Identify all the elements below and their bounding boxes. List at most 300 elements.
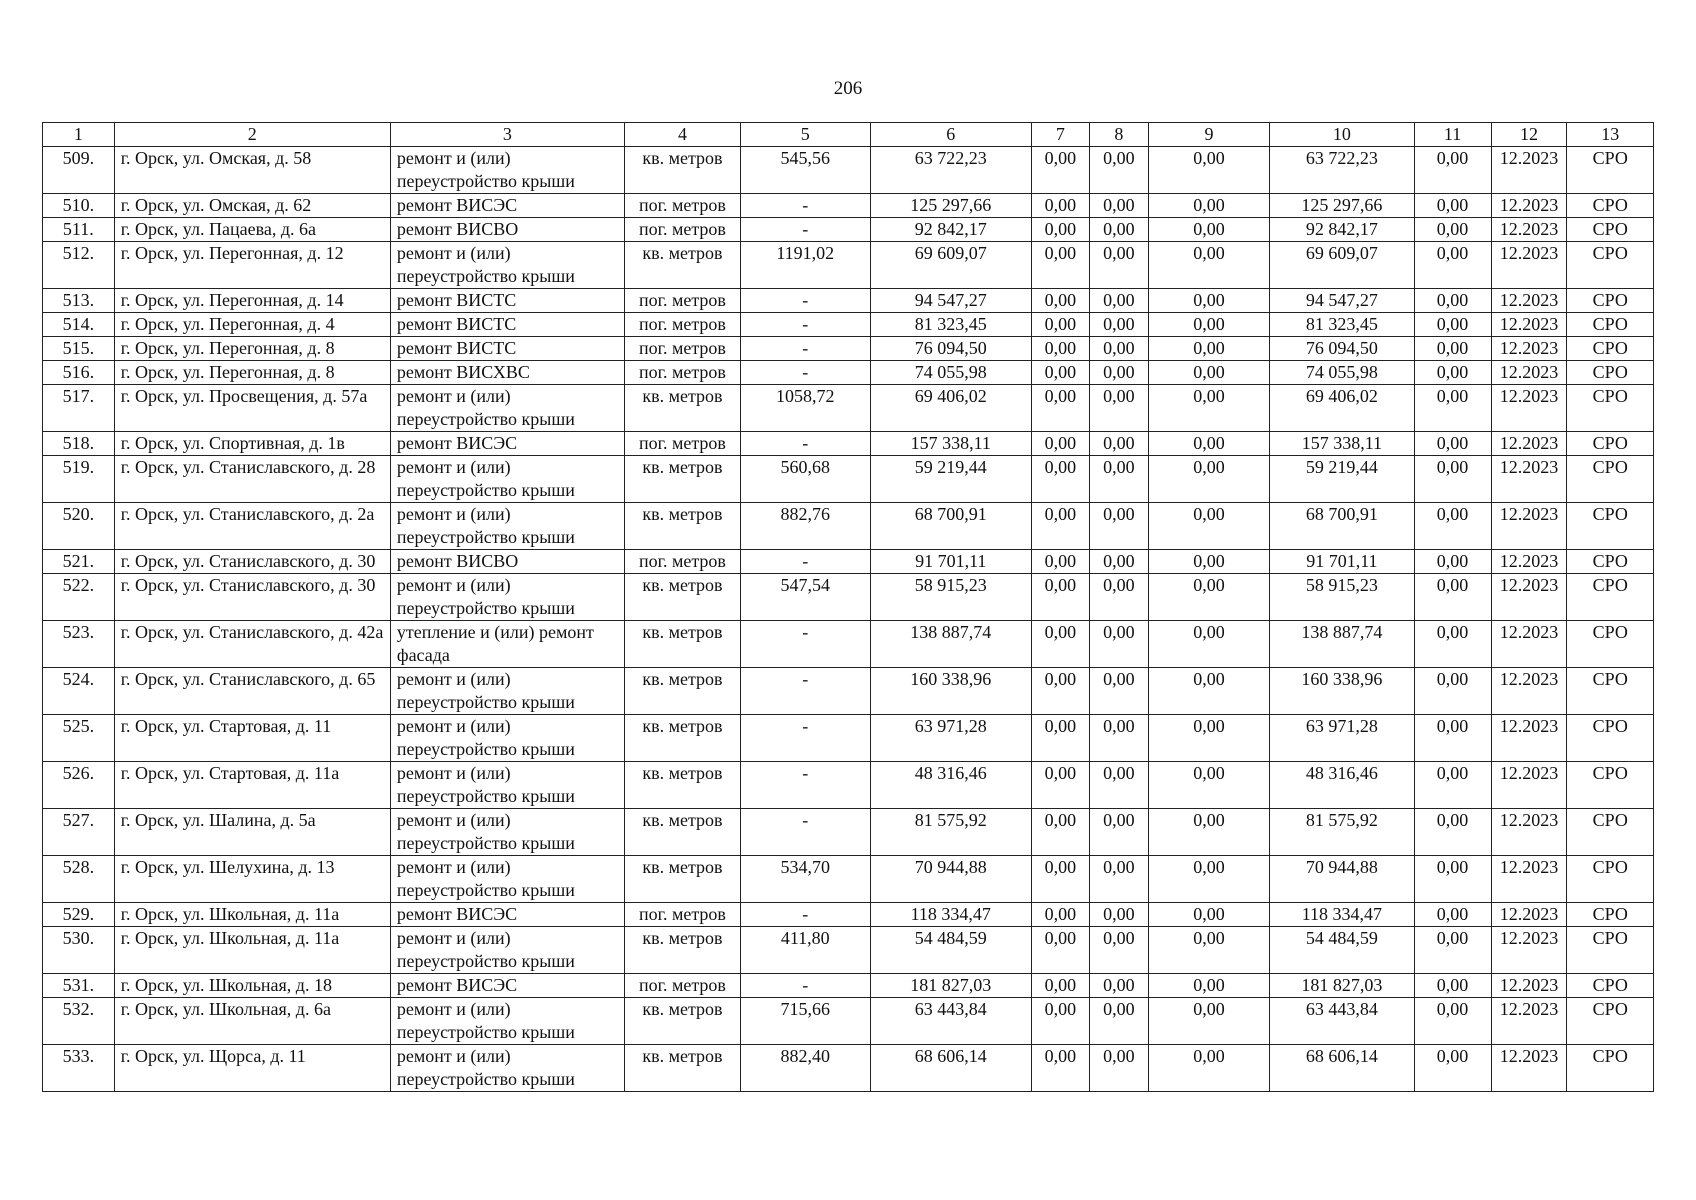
col11-cell: 0,00 — [1414, 903, 1491, 927]
col11-cell: 0,00 — [1414, 218, 1491, 242]
unit-cell: кв. метров — [624, 621, 740, 668]
col8-cell: 0,00 — [1089, 927, 1148, 974]
table-row — [43, 218, 1654, 242]
row-number: 517. — [43, 385, 115, 432]
col9-cell: 0,00 — [1148, 903, 1269, 927]
col11-cell: 0,00 — [1414, 574, 1491, 621]
unit-cell: пог. метров — [624, 337, 740, 361]
source-cell: СРО — [1567, 1045, 1654, 1092]
row-number: 521. — [43, 550, 115, 574]
unit-cell: кв. метров — [624, 503, 740, 550]
date-cell: 12.2023 — [1491, 927, 1567, 974]
date-cell: 12.2023 — [1491, 242, 1567, 289]
col11-cell: 0,00 — [1414, 289, 1491, 313]
unit-cell: кв. метров — [624, 809, 740, 856]
table-row — [43, 998, 1654, 1045]
col7-cell: 0,00 — [1031, 621, 1089, 668]
column-header: 7 — [1031, 123, 1089, 147]
column-header: 13 — [1567, 123, 1654, 147]
row-number: 510. — [43, 194, 115, 218]
unit-cell: кв. метров — [624, 385, 740, 432]
col10-cell: 58 915,23 — [1270, 574, 1414, 621]
col10-cell: 81 323,45 — [1270, 313, 1414, 337]
col7-cell: 0,00 — [1031, 903, 1089, 927]
address-cell: г. Орск, ул. Перегонная, д. 8 — [114, 361, 390, 385]
address-cell: г. Орск, ул. Спортивная, д. 1в — [114, 432, 390, 456]
col10-cell: 91 701,11 — [1270, 550, 1414, 574]
date-cell: 12.2023 — [1491, 432, 1567, 456]
row-number: 529. — [43, 903, 115, 927]
quantity-cell: - — [740, 903, 870, 927]
col9-cell: 0,00 — [1148, 218, 1269, 242]
work-type-cell: ремонт ВИСТС — [390, 289, 624, 313]
total-cost-cell: 69 609,07 — [870, 242, 1031, 289]
source-cell: СРО — [1567, 903, 1654, 927]
table-row — [43, 856, 1654, 903]
col7-cell: 0,00 — [1031, 668, 1089, 715]
column-header: 12 — [1491, 123, 1567, 147]
col9-cell: 0,00 — [1148, 974, 1269, 998]
table-row — [43, 361, 1654, 385]
date-cell: 12.2023 — [1491, 668, 1567, 715]
work-type-cell: ремонт и (или) переустройство крыши — [390, 242, 624, 289]
date-cell: 12.2023 — [1491, 1045, 1567, 1092]
source-cell: СРО — [1567, 927, 1654, 974]
total-cost-cell: 48 316,46 — [870, 762, 1031, 809]
row-number: 523. — [43, 621, 115, 668]
row-number: 522. — [43, 574, 115, 621]
total-cost-cell: 74 055,98 — [870, 361, 1031, 385]
col11-cell: 0,00 — [1414, 998, 1491, 1045]
total-cost-cell: 157 338,11 — [870, 432, 1031, 456]
quantity-cell: - — [740, 550, 870, 574]
unit-cell: пог. метров — [624, 194, 740, 218]
table-row — [43, 313, 1654, 337]
quantity-cell: - — [740, 715, 870, 762]
unit-cell: кв. метров — [624, 715, 740, 762]
col7-cell: 0,00 — [1031, 550, 1089, 574]
row-number: 525. — [43, 715, 115, 762]
column-header: 4 — [624, 123, 740, 147]
col7-cell: 0,00 — [1031, 337, 1089, 361]
col7-cell: 0,00 — [1031, 927, 1089, 974]
total-cost-cell: 58 915,23 — [870, 574, 1031, 621]
col9-cell: 0,00 — [1148, 385, 1269, 432]
col7-cell: 0,00 — [1031, 313, 1089, 337]
table-row — [43, 809, 1654, 856]
column-header: 1 — [43, 123, 115, 147]
col11-cell: 0,00 — [1414, 385, 1491, 432]
unit-cell: кв. метров — [624, 762, 740, 809]
total-cost-cell: 76 094,50 — [870, 337, 1031, 361]
work-type-cell: ремонт и (или) переустройство крыши — [390, 668, 624, 715]
source-cell: СРО — [1567, 147, 1654, 194]
table-row — [43, 289, 1654, 313]
date-cell: 12.2023 — [1491, 147, 1567, 194]
col9-cell: 0,00 — [1148, 337, 1269, 361]
work-type-cell: ремонт и (или) переустройство крыши — [390, 715, 624, 762]
date-cell: 12.2023 — [1491, 856, 1567, 903]
address-cell: г. Орск, ул. Шелухина, д. 13 — [114, 856, 390, 903]
column-header: 10 — [1270, 123, 1414, 147]
col7-cell: 0,00 — [1031, 715, 1089, 762]
col9-cell: 0,00 — [1148, 621, 1269, 668]
quantity-cell: - — [740, 361, 870, 385]
address-cell: г. Орск, ул. Шалина, д. 5а — [114, 809, 390, 856]
col10-cell: 63 971,28 — [1270, 715, 1414, 762]
col11-cell: 0,00 — [1414, 313, 1491, 337]
col7-cell: 0,00 — [1031, 762, 1089, 809]
quantity-cell: - — [740, 289, 870, 313]
unit-cell: кв. метров — [624, 998, 740, 1045]
quantity-cell: - — [740, 218, 870, 242]
col8-cell: 0,00 — [1089, 998, 1148, 1045]
total-cost-cell: 63 722,23 — [870, 147, 1031, 194]
col11-cell: 0,00 — [1414, 856, 1491, 903]
quantity-cell: - — [740, 809, 870, 856]
column-header: 3 — [390, 123, 624, 147]
unit-cell: кв. метров — [624, 574, 740, 621]
date-cell: 12.2023 — [1491, 218, 1567, 242]
work-type-cell: ремонт и (или) переустройство крыши — [390, 147, 624, 194]
address-cell: г. Орск, ул. Станиславского, д. 65 — [114, 668, 390, 715]
col8-cell: 0,00 — [1089, 194, 1148, 218]
col10-cell: 81 575,92 — [1270, 809, 1414, 856]
col7-cell: 0,00 — [1031, 218, 1089, 242]
column-header: 11 — [1414, 123, 1491, 147]
work-type-cell: ремонт и (или) переустройство крыши — [390, 1045, 624, 1092]
table-row — [43, 147, 1654, 194]
col11-cell: 0,00 — [1414, 927, 1491, 974]
col10-cell: 92 842,17 — [1270, 218, 1414, 242]
total-cost-cell: 63 971,28 — [870, 715, 1031, 762]
column-header: 9 — [1148, 123, 1269, 147]
quantity-cell: - — [740, 668, 870, 715]
col11-cell: 0,00 — [1414, 550, 1491, 574]
col10-cell: 118 334,47 — [1270, 903, 1414, 927]
col7-cell: 0,00 — [1031, 1045, 1089, 1092]
source-cell: СРО — [1567, 337, 1654, 361]
col7-cell: 0,00 — [1031, 432, 1089, 456]
col8-cell: 0,00 — [1089, 432, 1148, 456]
row-number: 514. — [43, 313, 115, 337]
unit-cell: кв. метров — [624, 856, 740, 903]
total-cost-cell: 70 944,88 — [870, 856, 1031, 903]
total-cost-cell: 160 338,96 — [870, 668, 1031, 715]
col8-cell: 0,00 — [1089, 242, 1148, 289]
col9-cell: 0,00 — [1148, 289, 1269, 313]
total-cost-cell: 54 484,59 — [870, 927, 1031, 974]
address-cell: г. Орск, ул. Школьная, д. 11а — [114, 927, 390, 974]
unit-cell: пог. метров — [624, 289, 740, 313]
col8-cell: 0,00 — [1089, 574, 1148, 621]
row-number: 509. — [43, 147, 115, 194]
repair-register-table — [42, 122, 1654, 1092]
col8-cell: 0,00 — [1089, 856, 1148, 903]
work-type-cell: ремонт и (или) переустройство крыши — [390, 856, 624, 903]
col7-cell: 0,00 — [1031, 574, 1089, 621]
address-cell: г. Орск, ул. Стартовая, д. 11 — [114, 715, 390, 762]
total-cost-cell: 181 827,03 — [870, 974, 1031, 998]
table-row — [43, 974, 1654, 998]
quantity-cell: 534,70 — [740, 856, 870, 903]
total-cost-cell: 59 219,44 — [870, 456, 1031, 503]
col11-cell: 0,00 — [1414, 809, 1491, 856]
col11-cell: 0,00 — [1414, 337, 1491, 361]
work-type-cell: ремонт и (или) переустройство крыши — [390, 809, 624, 856]
col9-cell: 0,00 — [1148, 313, 1269, 337]
unit-cell: пог. метров — [624, 903, 740, 927]
source-cell: СРО — [1567, 809, 1654, 856]
col11-cell: 0,00 — [1414, 762, 1491, 809]
total-cost-cell: 81 323,45 — [870, 313, 1031, 337]
work-type-cell: ремонт ВИСТС — [390, 337, 624, 361]
source-cell: СРО — [1567, 242, 1654, 289]
address-cell: г. Орск, ул. Станиславского, д. 30 — [114, 550, 390, 574]
row-number: 516. — [43, 361, 115, 385]
date-cell: 12.2023 — [1491, 194, 1567, 218]
col8-cell: 0,00 — [1089, 762, 1148, 809]
col10-cell: 69 406,02 — [1270, 385, 1414, 432]
source-cell: СРО — [1567, 715, 1654, 762]
quantity-cell: - — [740, 337, 870, 361]
date-cell: 12.2023 — [1491, 903, 1567, 927]
source-cell: СРО — [1567, 503, 1654, 550]
work-type-cell: ремонт и (или) переустройство крыши — [390, 503, 624, 550]
source-cell: СРО — [1567, 385, 1654, 432]
col9-cell: 0,00 — [1148, 242, 1269, 289]
col11-cell: 0,00 — [1414, 715, 1491, 762]
col10-cell: 68 700,91 — [1270, 503, 1414, 550]
col9-cell: 0,00 — [1148, 432, 1269, 456]
address-cell: г. Орск, ул. Просвещения, д. 57а — [114, 385, 390, 432]
work-type-cell: ремонт ВИСЭС — [390, 432, 624, 456]
source-cell: СРО — [1567, 550, 1654, 574]
col8-cell: 0,00 — [1089, 385, 1148, 432]
column-header: 6 — [870, 123, 1031, 147]
col8-cell: 0,00 — [1089, 809, 1148, 856]
address-cell: г. Орск, ул. Перегонная, д. 14 — [114, 289, 390, 313]
date-cell: 12.2023 — [1491, 385, 1567, 432]
source-cell: СРО — [1567, 668, 1654, 715]
address-cell: г. Орск, ул. Стартовая, д. 11а — [114, 762, 390, 809]
unit-cell: пог. метров — [624, 432, 740, 456]
address-cell: г. Орск, ул. Школьная, д. 11а — [114, 903, 390, 927]
col10-cell: 74 055,98 — [1270, 361, 1414, 385]
quantity-cell: 715,66 — [740, 998, 870, 1045]
total-cost-cell: 68 700,91 — [870, 503, 1031, 550]
date-cell: 12.2023 — [1491, 456, 1567, 503]
date-cell: 12.2023 — [1491, 289, 1567, 313]
work-type-cell: ремонт ВИСВО — [390, 218, 624, 242]
table-row — [43, 432, 1654, 456]
total-cost-cell: 68 606,14 — [870, 1045, 1031, 1092]
total-cost-cell: 138 887,74 — [870, 621, 1031, 668]
unit-cell: пог. метров — [624, 361, 740, 385]
col11-cell: 0,00 — [1414, 1045, 1491, 1092]
row-number: 524. — [43, 668, 115, 715]
row-number: 533. — [43, 1045, 115, 1092]
table-row — [43, 385, 1654, 432]
address-cell: г. Орск, ул. Омская, д. 58 — [114, 147, 390, 194]
source-cell: СРО — [1567, 313, 1654, 337]
col10-cell: 48 316,46 — [1270, 762, 1414, 809]
unit-cell: пог. метров — [624, 974, 740, 998]
col10-cell: 94 547,27 — [1270, 289, 1414, 313]
col8-cell: 0,00 — [1089, 337, 1148, 361]
total-cost-cell: 125 297,66 — [870, 194, 1031, 218]
work-type-cell: ремонт и (или) переустройство крыши — [390, 762, 624, 809]
col8-cell: 0,00 — [1089, 1045, 1148, 1092]
col8-cell: 0,00 — [1089, 313, 1148, 337]
table-row — [43, 550, 1654, 574]
date-cell: 12.2023 — [1491, 998, 1567, 1045]
col8-cell: 0,00 — [1089, 550, 1148, 574]
address-cell: г. Орск, ул. Станиславского, д. 42а — [114, 621, 390, 668]
col10-cell: 63 722,23 — [1270, 147, 1414, 194]
source-cell: СРО — [1567, 289, 1654, 313]
work-type-cell: ремонт ВИСЭС — [390, 903, 624, 927]
row-number: 528. — [43, 856, 115, 903]
table-row — [43, 903, 1654, 927]
source-cell: СРО — [1567, 456, 1654, 503]
date-cell: 12.2023 — [1491, 715, 1567, 762]
work-type-cell: ремонт и (или) переустройство крыши — [390, 927, 624, 974]
col10-cell: 63 443,84 — [1270, 998, 1414, 1045]
col10-cell: 54 484,59 — [1270, 927, 1414, 974]
quantity-cell: 560,68 — [740, 456, 870, 503]
quantity-cell: - — [740, 313, 870, 337]
address-cell: г. Орск, ул. Школьная, д. 18 — [114, 974, 390, 998]
col9-cell: 0,00 — [1148, 550, 1269, 574]
col11-cell: 0,00 — [1414, 242, 1491, 289]
quantity-cell: 545,56 — [740, 147, 870, 194]
source-cell: СРО — [1567, 974, 1654, 998]
source-cell: СРО — [1567, 856, 1654, 903]
unit-cell: кв. метров — [624, 456, 740, 503]
col9-cell: 0,00 — [1148, 856, 1269, 903]
row-number: 531. — [43, 974, 115, 998]
col7-cell: 0,00 — [1031, 998, 1089, 1045]
col7-cell: 0,00 — [1031, 242, 1089, 289]
col11-cell: 0,00 — [1414, 456, 1491, 503]
col9-cell: 0,00 — [1148, 668, 1269, 715]
col11-cell: 0,00 — [1414, 147, 1491, 194]
row-number: 527. — [43, 809, 115, 856]
col9-cell: 0,00 — [1148, 715, 1269, 762]
row-number: 513. — [43, 289, 115, 313]
col9-cell: 0,00 — [1148, 1045, 1269, 1092]
table-row — [43, 503, 1654, 550]
work-type-cell: ремонт ВИСЭС — [390, 194, 624, 218]
date-cell: 12.2023 — [1491, 974, 1567, 998]
col10-cell: 138 887,74 — [1270, 621, 1414, 668]
table-row — [43, 194, 1654, 218]
col8-cell: 0,00 — [1089, 715, 1148, 762]
col9-cell: 0,00 — [1148, 194, 1269, 218]
address-cell: г. Орск, ул. Перегонная, д. 8 — [114, 337, 390, 361]
row-number: 518. — [43, 432, 115, 456]
col7-cell: 0,00 — [1031, 385, 1089, 432]
table-row — [43, 762, 1654, 809]
col10-cell: 160 338,96 — [1270, 668, 1414, 715]
source-cell: СРО — [1567, 621, 1654, 668]
quantity-cell: 547,54 — [740, 574, 870, 621]
total-cost-cell: 69 406,02 — [870, 385, 1031, 432]
col10-cell: 68 606,14 — [1270, 1045, 1414, 1092]
work-type-cell: ремонт и (или) переустройство крыши — [390, 456, 624, 503]
col7-cell: 0,00 — [1031, 503, 1089, 550]
col7-cell: 0,00 — [1031, 856, 1089, 903]
total-cost-cell: 91 701,11 — [870, 550, 1031, 574]
col9-cell: 0,00 — [1148, 147, 1269, 194]
row-number: 532. — [43, 998, 115, 1045]
row-number: 530. — [43, 927, 115, 974]
col8-cell: 0,00 — [1089, 621, 1148, 668]
work-type-cell: ремонт ВИСТС — [390, 313, 624, 337]
col8-cell: 0,00 — [1089, 218, 1148, 242]
table-row — [43, 242, 1654, 289]
work-type-cell: ремонт ВИСХВС — [390, 361, 624, 385]
col8-cell: 0,00 — [1089, 668, 1148, 715]
total-cost-cell: 94 547,27 — [870, 289, 1031, 313]
table-row — [43, 1045, 1654, 1092]
date-cell: 12.2023 — [1491, 313, 1567, 337]
source-cell: СРО — [1567, 998, 1654, 1045]
quantity-cell: 882,40 — [740, 1045, 870, 1092]
col10-cell: 76 094,50 — [1270, 337, 1414, 361]
col11-cell: 0,00 — [1414, 432, 1491, 456]
col10-cell: 125 297,66 — [1270, 194, 1414, 218]
address-cell: г. Орск, ул. Щорса, д. 11 — [114, 1045, 390, 1092]
unit-cell: кв. метров — [624, 927, 740, 974]
address-cell: г. Орск, ул. Перегонная, д. 12 — [114, 242, 390, 289]
table-row — [43, 927, 1654, 974]
col9-cell: 0,00 — [1148, 762, 1269, 809]
address-cell: г. Орск, ул. Пацаева, д. 6а — [114, 218, 390, 242]
table-row — [43, 574, 1654, 621]
col8-cell: 0,00 — [1089, 361, 1148, 385]
row-number: 519. — [43, 456, 115, 503]
quantity-cell: 1058,72 — [740, 385, 870, 432]
table-row — [43, 668, 1654, 715]
col11-cell: 0,00 — [1414, 503, 1491, 550]
address-cell: г. Орск, ул. Станиславского, д. 30 — [114, 574, 390, 621]
table-body — [43, 147, 1654, 1092]
col8-cell: 0,00 — [1089, 903, 1148, 927]
work-type-cell: утепление и (или) ремонт фасада — [390, 621, 624, 668]
row-number: 515. — [43, 337, 115, 361]
col9-cell: 0,00 — [1148, 998, 1269, 1045]
date-cell: 12.2023 — [1491, 361, 1567, 385]
quantity-cell: 882,76 — [740, 503, 870, 550]
quantity-cell: - — [740, 432, 870, 456]
col10-cell: 69 609,07 — [1270, 242, 1414, 289]
col8-cell: 0,00 — [1089, 289, 1148, 313]
row-number: 512. — [43, 242, 115, 289]
col9-cell: 0,00 — [1148, 456, 1269, 503]
col7-cell: 0,00 — [1031, 361, 1089, 385]
col8-cell: 0,00 — [1089, 503, 1148, 550]
table-row — [43, 621, 1654, 668]
col8-cell: 0,00 — [1089, 456, 1148, 503]
col7-cell: 0,00 — [1031, 456, 1089, 503]
col10-cell: 157 338,11 — [1270, 432, 1414, 456]
col7-cell: 0,00 — [1031, 289, 1089, 313]
col8-cell: 0,00 — [1089, 147, 1148, 194]
work-type-cell: ремонт ВИСВО — [390, 550, 624, 574]
col7-cell: 0,00 — [1031, 974, 1089, 998]
